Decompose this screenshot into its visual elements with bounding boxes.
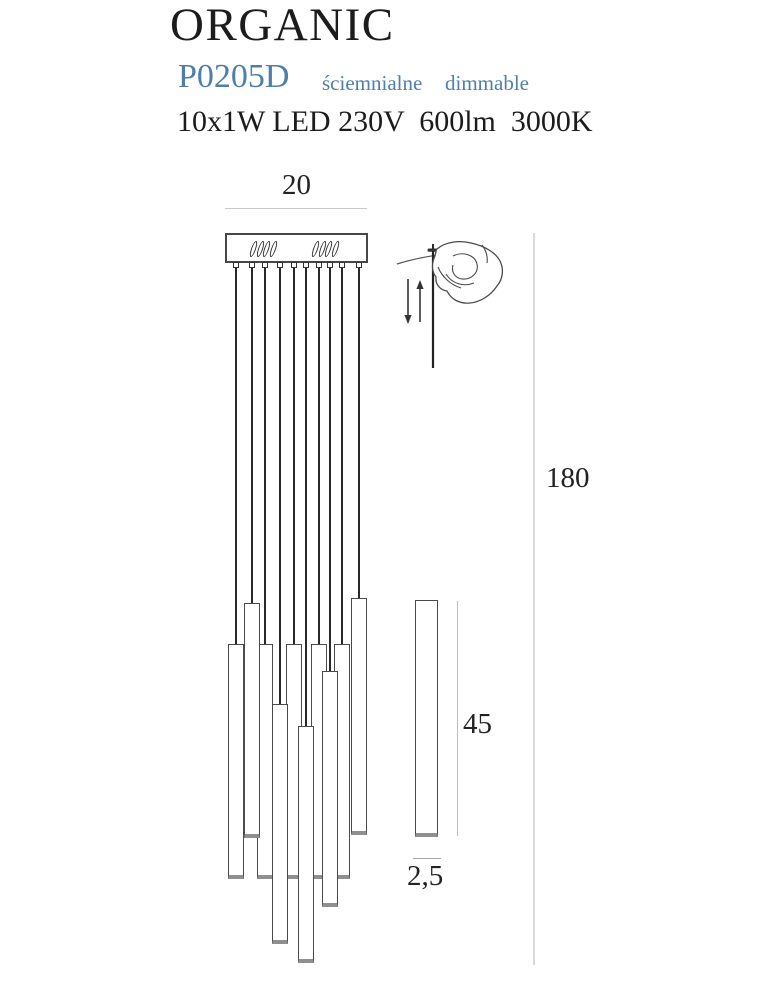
cable-connector (291, 262, 297, 268)
dimmable-label-en: dimmable (445, 71, 529, 95)
tube-length-dimension-line (457, 601, 458, 836)
suspension-cable (305, 265, 307, 729)
pendant-tube (351, 598, 367, 835)
suspension-cable (251, 265, 253, 606)
pendant-tube (228, 644, 244, 879)
suspension-cable (318, 265, 320, 647)
tube-diameter-label: 2,5 (407, 860, 444, 892)
height-adjustment-illustration (394, 233, 519, 378)
cable-connector (316, 262, 322, 268)
cable-connector (249, 262, 255, 268)
height-dimension-line (533, 233, 535, 965)
dimmable-label-pl: ściemnialne (322, 71, 423, 95)
pendant-tube (298, 726, 314, 963)
cable-connector (327, 262, 333, 268)
cable-connector (262, 262, 268, 268)
suspension-cable (341, 265, 343, 647)
cable-connector (303, 262, 309, 268)
tube-length-label: 45 (463, 708, 492, 740)
cable-connector (277, 262, 283, 268)
suspension-cable (264, 265, 266, 647)
cable-connector (339, 262, 345, 268)
down-arrow-head (404, 315, 411, 324)
ceiling-canopy (225, 233, 368, 263)
suspension-cable (329, 265, 331, 674)
pendant-tube (272, 704, 288, 944)
technical-specs: 10x1W LED 230V 600lm 3000K (177, 105, 593, 138)
cable-connector (233, 262, 239, 268)
pendant-tube (322, 671, 338, 907)
product-code: P0205D (178, 58, 290, 95)
cable-connector (356, 262, 362, 268)
height-label: 180 (546, 462, 590, 494)
product-title: ORGANIC (170, 0, 395, 51)
canopy-width-dimension-line (225, 208, 367, 209)
suspension-cable (358, 265, 360, 601)
suspension-cable (279, 265, 281, 707)
tube-diameter-dimension-line (413, 858, 441, 859)
detail-tube (415, 600, 438, 837)
canopy-width-label: 20 (282, 169, 311, 201)
suspension-cable (293, 265, 295, 647)
pendant-tube (244, 603, 260, 838)
hand-icon (433, 242, 503, 303)
suspension-cable (235, 265, 237, 647)
up-arrow-head (416, 280, 423, 289)
